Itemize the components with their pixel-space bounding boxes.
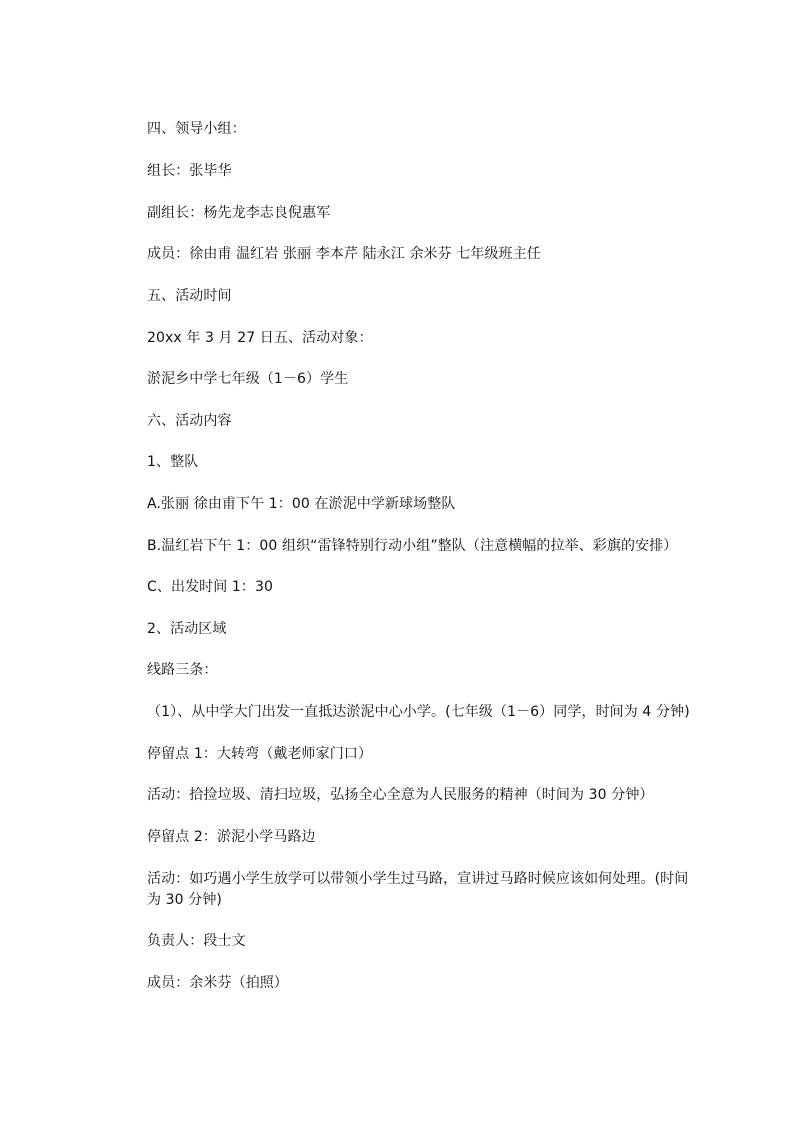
assembly-item-a: A.张丽 徐由甫下午 1：00 在淤泥中学新球场整队: [147, 496, 456, 512]
subheading-assembly: 1、整队: [147, 454, 199, 470]
assembly-item-b: B.温红岩下午 1：00 组织“雷锋特别行动小组”整队（注意横幅的拉举、彩旗的安排）: [147, 538, 678, 554]
leader-line: 组长：张毕华: [147, 163, 232, 179]
assembly-item-c: C、出发时间 1：30: [147, 579, 274, 595]
section-heading-content: 六、活动内容: [147, 413, 232, 429]
photo-member-line: 成员：余米芬（拍照）: [147, 975, 288, 991]
routes-line: 线路三条：: [147, 662, 218, 678]
subheading-area: 2、活动区域: [147, 621, 227, 637]
members-line: 成员：徐由甫 温红岩 张丽 李本芹 陆永江 余米芬 七年级班主任: [147, 246, 541, 262]
activity-date-line: 20xx 年 3 月 27 日五、活动对象：: [147, 330, 373, 346]
stop-2-line: 停留点 2：淤泥小学马路边: [147, 829, 316, 845]
stop-1-activity-line: 活动：拾捡垃圾、清扫垃圾，弘扬全心全意为人民服务的精神（时间为 30 分钟）: [147, 787, 654, 803]
stop-2-activity-paragraph: 活动：如巧遇小学生放学可以带领小学生过马路，宣讲过马路时候应该如何处理。(时间为 30 分钟): [147, 871, 689, 908]
section-heading-leadership: 四、领导小组：: [147, 121, 246, 137]
deputy-leader-line: 副组长：杨先龙李志良倪惠军: [147, 205, 331, 221]
stop-1-line: 停留点 1：大转弯（戴老师家门口）: [147, 746, 373, 762]
responsible-person-line: 负责人：段士文: [147, 933, 246, 949]
activity-target-line: 淤泥乡中学七年级（1－6）学生: [147, 371, 349, 387]
route-1-line: （1）、从中学大门出发一直抵达淤泥中心小学。(七年级（1－6）同学，时间为 4 分钟): [147, 704, 690, 720]
section-heading-time: 五、活动时间: [147, 288, 232, 304]
